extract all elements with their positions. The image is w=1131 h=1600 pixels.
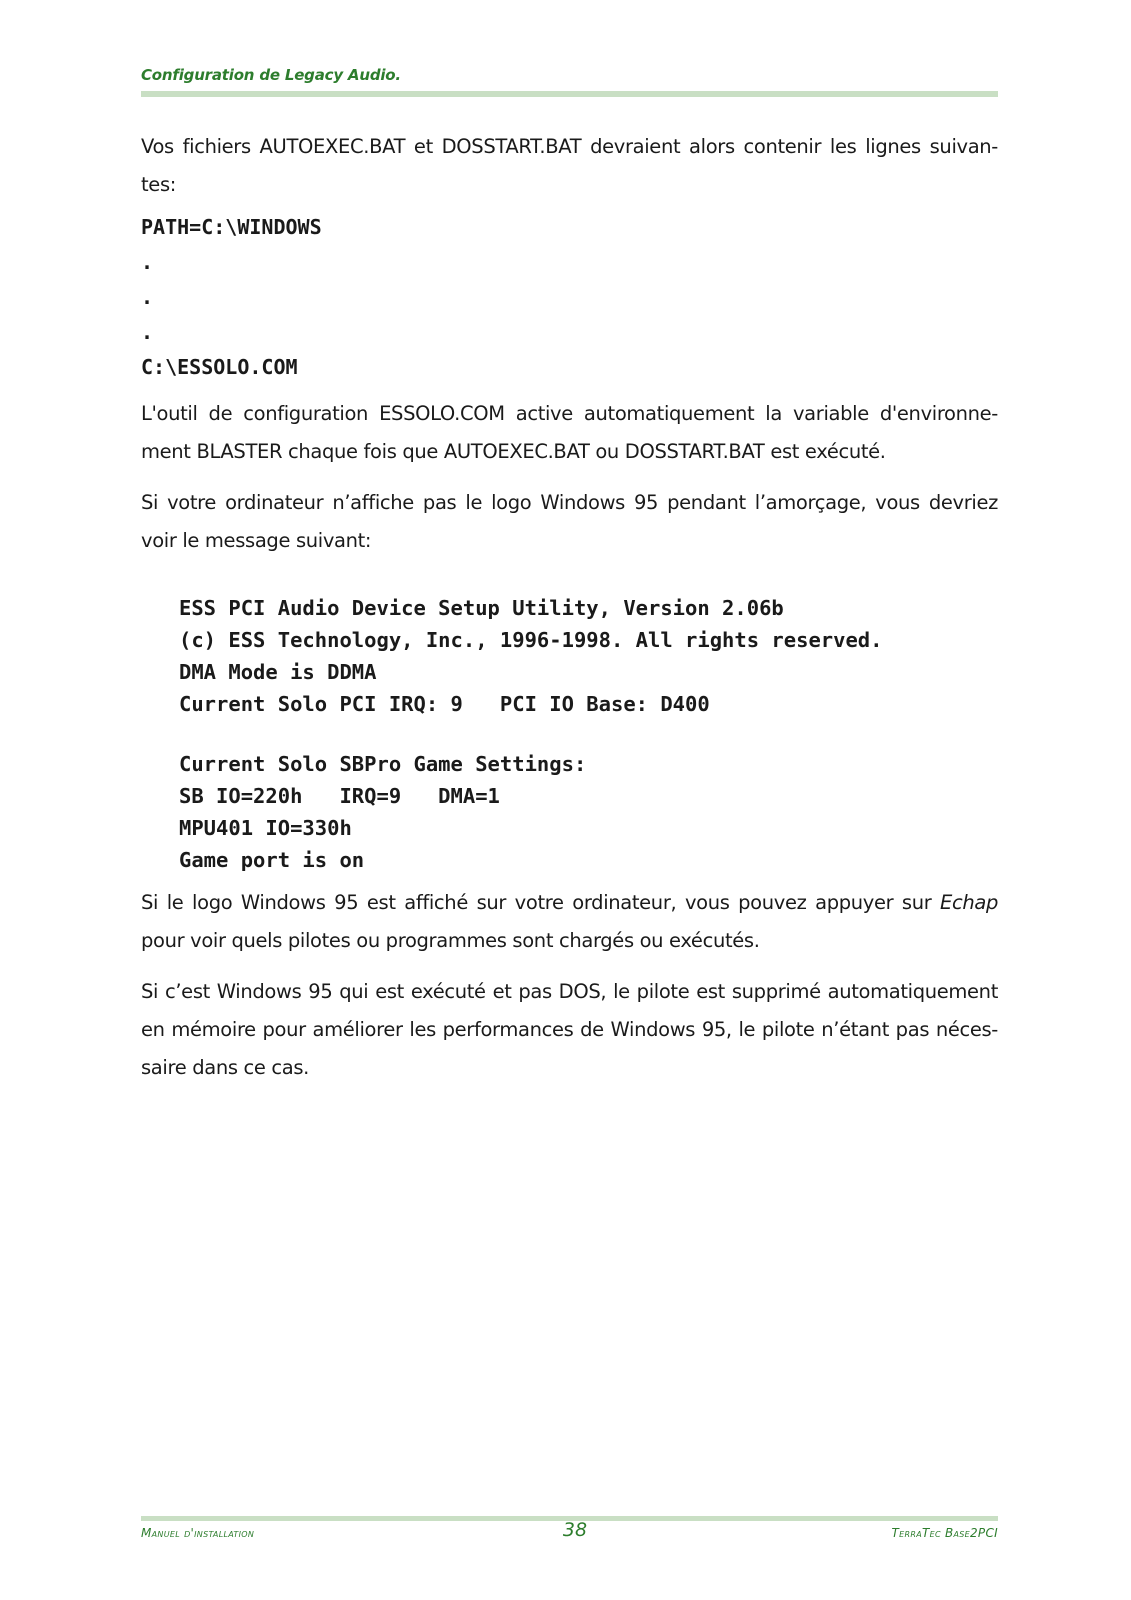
essolo-paragraph: L'outil de configuration ESSOLO.COM active automatiquement la variable d'environne- ment BLASTER chaque fois que AUTOEXEC.BAT ou DOSSTART.BAT est exécuté. (141, 402, 998, 463)
message-line: (c) ESS Technology, Inc., 1996-1998. All rights reserved. (179, 628, 883, 652)
message-line: Current Solo SBPro Game Settings: (179, 752, 587, 776)
message-line: Current Solo PCI IRQ: 9 PCI IO Base: D400 (179, 692, 710, 716)
footer-manual-title: Manuel d'installation (141, 1526, 255, 1540)
message-spacer (179, 720, 998, 748)
setup-utility-message (179, 592, 998, 876)
code-line: . (141, 320, 154, 344)
code-line: . (141, 250, 154, 274)
code-line: PATH=C:\WINDOWS (141, 215, 322, 239)
echap-text-after: pour voir quels pilotes ou programmes sont chargés ou exécutés. (141, 929, 760, 952)
intro-paragraph: Vos fichiers AUTOEXEC.BAT et DOSSTART.BAT devraient alors contenir les lignes suivan- tes: (141, 135, 998, 196)
win95-paragraph: Si c’est Windows 95 qui est exécuté et pas DOS, le pilote est supprimé automatiquement en mémoire pour améliorer les performances de Windows 95, le pilote n’étant pas néces- saire dans ce cas. (141, 980, 998, 1079)
message-line: Game port is on (179, 848, 365, 872)
code-line: . (141, 285, 154, 309)
message-line: MPU401 IO=330h (179, 816, 352, 840)
running-header-title: Configuration de Legacy Audio. (141, 66, 401, 84)
page-number: 38 (562, 1519, 588, 1541)
autoexec-code-block (141, 210, 998, 385)
message-line: ESS PCI Audio Device Setup Utility, Version 2.06b (179, 596, 784, 620)
logo-paragraph: Si votre ordinateur n’affiche pas le logo Windows 95 pendant l’amorçage, vous devriez voir le message suivant: (141, 491, 998, 552)
message-line: DMA Mode is DDMA (179, 660, 377, 684)
header-divider (141, 91, 998, 97)
code-line: C:\ESSOLO.COM (141, 355, 298, 379)
footer-product-name: TerraTec Base2PCI (891, 1526, 998, 1540)
message-line: SB IO=220h IRQ=9 DMA=1 (179, 784, 500, 808)
echap-paragraph (141, 884, 998, 960)
echap-key: Echap (940, 891, 998, 914)
page-content (141, 128, 998, 1087)
echap-text-before: Si le logo Windows 95 est affiché sur votre ordinateur, vous pouvez appuyer sur (141, 891, 941, 914)
